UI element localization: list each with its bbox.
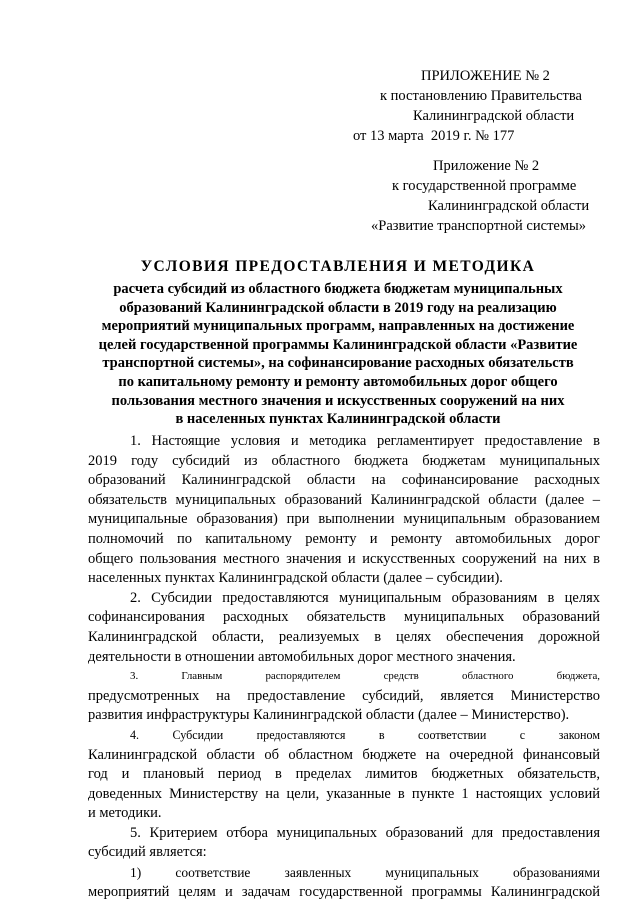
paragraph-line: год и плановый период в пределах лимитов бюджетных обязательств, [88,766,600,783]
paragraph-line: полномочий по капитальному ремонту и ремонту автомобильных дорог [88,530,600,547]
appendix-program-line2: к государственной программе [392,178,577,194]
appendix-program-line3: Калининградской области [428,198,590,214]
paragraph-line: обязательств муниципальных образований Калининградской области (далее – [88,491,600,508]
paragraph-line: предусмотренных на предоставление субсидий, является Министерство [88,687,600,704]
document-body [88,432,600,902]
paragraph-line: Калининградской области, реализуемых в целях обеспечения дорожной [88,628,600,645]
paragraph-line: развития инфраструктуры Калининградской области (далее – Министерство). [88,707,570,724]
appendix-resolution-line2: к постановлению Правительства [380,88,582,104]
paragraph-line: деятельности в отношении автомобильных дорог местного значения. [88,648,516,665]
subtitle-line: транспортной системы», на софинансирование расходных обязательств [102,355,574,372]
subtitle-line: целей государственной программы Калининградской области «Развитие [98,336,578,353]
paragraph-line: субсидий является: [88,844,207,861]
paragraph-line: 1. Настоящие условия и методика регламентирует предоставление в [130,433,600,449]
paragraph-line: Калининградской области об областном бюджете на очередной финансовый [88,746,600,763]
appendix-resolution-line3: Калининградской области [413,108,575,124]
appendix-program-line4: «Развитие транспортной системы» [371,218,587,234]
subtitle-line: пользования местного значения и искусственных сооружений на них [111,392,565,409]
paragraph-line: муниципальные образования) при выполнении муниципальным образованием [88,511,600,528]
paragraph-3 [88,667,600,726]
paragraph-line: 2. Субсидии предоставляются муниципальным образованиям в целях [130,589,600,606]
paragraph-5 [88,824,600,863]
paragraph-line: образований Калининградской области на софинансирование расходных [88,472,600,489]
paragraph-line: 1) соответствие заявленных муниципальных образованиями [130,865,600,881]
paragraph-line: мероприятий целям и задачам государственной программы Калининградской [88,883,600,900]
paragraph-line: 2019 году субсидий из областного бюджета бюджетам муниципальных [88,452,600,469]
paragraph-line: доведенных Министерству на цели, указанные в пункте 1 настоящих условий [88,785,600,802]
paragraph-line: 5. Критерием отбора муниципальных образований для предоставления [130,824,600,841]
paragraph-line: 3. Главным распорядителем средств областного бюджета, [130,670,600,683]
document-title: УСЛОВИЯ ПРЕДОСТАВЛЕНИЯ И МЕТОДИКА [140,258,536,275]
document-title-block [84,256,592,429]
subtitle-line: мероприятий муниципальных программ, направленных на достижение [101,318,575,335]
appendix-program-title: Приложение № 2 [433,158,540,174]
paragraph-5-item-1 [88,863,600,902]
paragraph-line: населенных пунктах Калининградской области (далее – субсидии). [88,570,503,587]
subtitle-line: в населенных пунктах Калининградской области [175,411,501,428]
paragraph-line: софинансирования расходных обязательств муниципальных образований [88,609,600,626]
appendix-resolution-title: ПРИЛОЖЕНИЕ № 2 [421,68,550,84]
paragraph-line: и методики. [88,805,162,822]
paragraph-line: 4. Субсидии предоставляются в соответствии с законом [130,727,600,742]
appendix-resolution-date: от 13 марта 2019 г. № 177 [353,128,515,144]
paragraph-1 [88,432,600,589]
subtitle-line: по капитальному ремонту и ремонту автомобильных дорог общего [118,373,558,390]
document-subtitle [84,280,592,429]
paragraph-line: общего пользования местного значения и искусственных сооружений на них в [88,550,600,567]
subtitle-line: образований Калининградской области в 2019 году на реализацию [119,299,557,316]
subtitle-line: расчета субсидий из областного бюджета бюджетам муниципальных [113,281,563,297]
paragraph-2 [88,589,600,667]
paragraph-4 [88,726,600,824]
